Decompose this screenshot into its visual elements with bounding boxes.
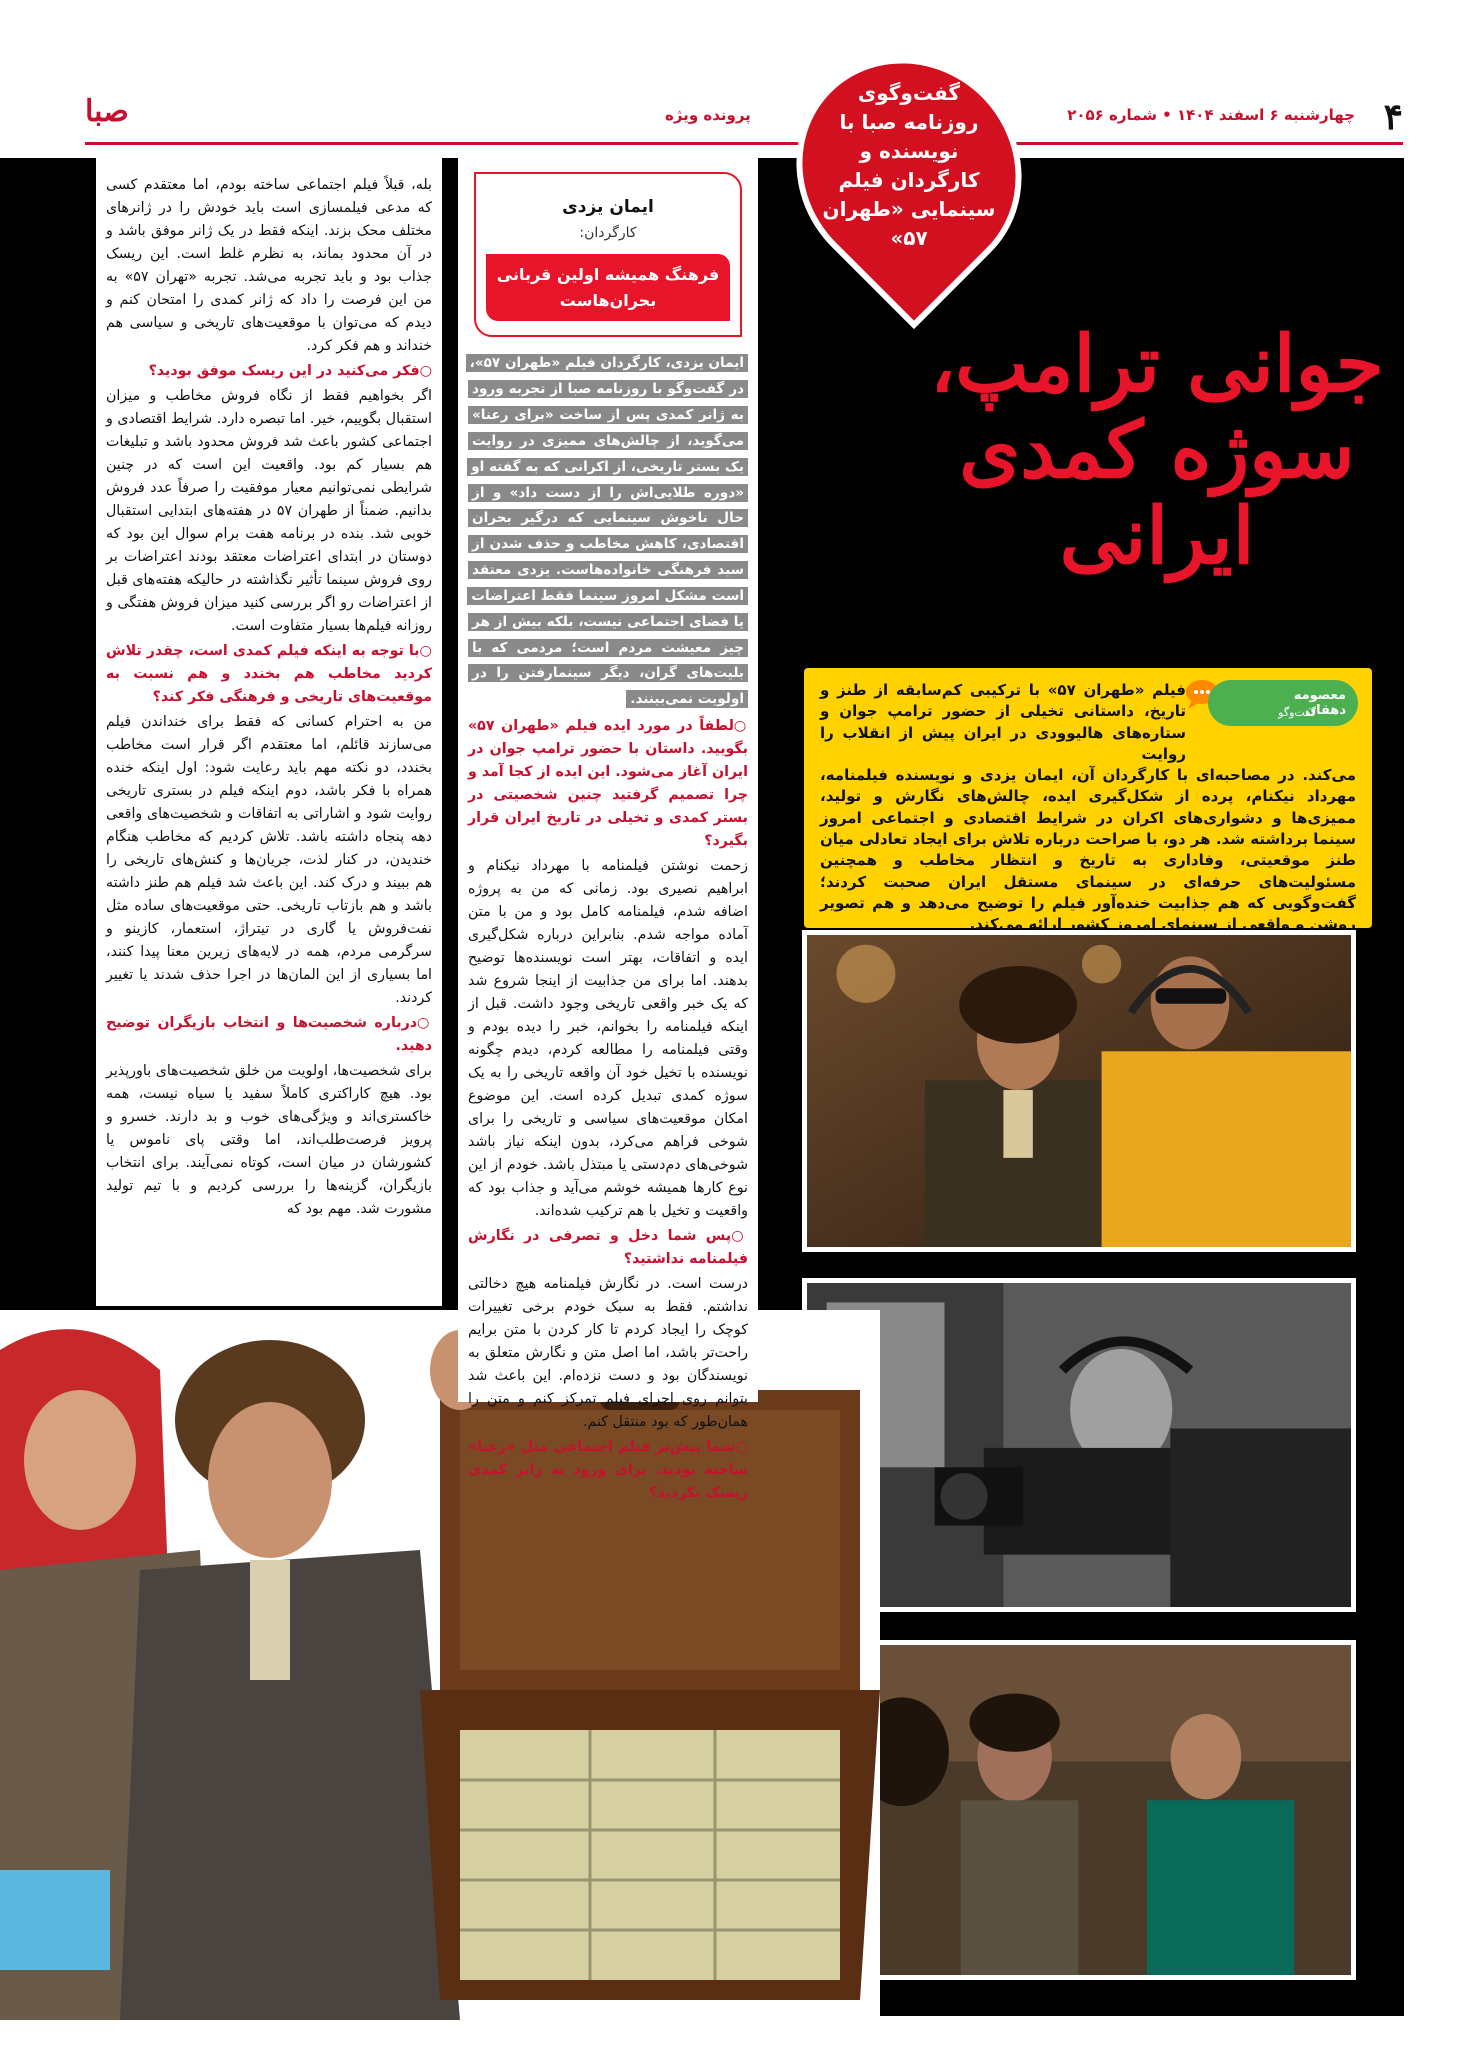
answer-3: بله، قبلاً فیلم اجتماعی ساخته بودم، اما معتقدم کسی که مدعی فیلمسازی است باید خودش را در ژانرهای مختلف محک بزند. اینکه فقط در یک ژانر موفق باشد و در آن محدود بماند، به نظرم غلط است. این ریسک جذاب بود و باید تجربه می‌شد. تجربه «تهران ۵۷» به من این فرصت را داد که ژانر کمدی را امتحان کنم و دیدم که می‌توان با موقعیت‌های تاریخی و سیاسی هم خنداند و هم فکر کرد. bbox=[106, 177, 432, 354]
headline-line-2: سوژه کمدی bbox=[959, 404, 1355, 496]
answer-2: درست است. در نگارش فیلمنامه هیچ دخالتی نداشتم. فقط به سبک خودم برخی تغییرات کوچک را ایجاد کردم تا کار کردن با متن برایم راحت‌تر باشد، اما اصل متن و نگارش متعلق به نویسندگان بود و دست نزده‌ام. این باعث شد بتوانم روی اجرای فیلم تمرکز کنم و متن را همان‌طور که بود منتقل کنم. bbox=[468, 1275, 748, 1430]
question-3: ○ شما پیش‌تر فیلم اجتماعی مثل «رعنا» ساخته بودید. برای ورود به ژانر کمدی ریسک نکردید؟ bbox=[468, 1436, 748, 1505]
photo-briefcase-scene-image bbox=[0, 1310, 880, 2020]
article-column-right bbox=[458, 158, 758, 1501]
question-5: ○ با توجه به اینکه فیلم کمدی است، چقدر تلاش کردید مخاطب هم بخندد و هم نسبت به موقعیت‌های تاریخی و فرهنگی فکر کند؟ bbox=[106, 640, 432, 709]
photo-set-scene bbox=[838, 1640, 1356, 1980]
answer-6: برای شخصیت‌ها، اولویت من خلق شخصیت‌های باورپذیر بود. هیچ کاراکتری کاملاً سفید یا سیاه نیست، همه خاکستری‌اند و ویژگی‌های خوب و بد دارند. خسرو و پرویز فرصت‌طلب‌اند، اما وقتی پای ناموس یا کشورشان در میان است، کوتاه نمی‌آیند. برای انتخاب بازیگران، گزینه‌ها را بررسی کردیم و با تیم تولید مشورت شد. مهم بود که bbox=[106, 1063, 432, 1217]
newspaper-logo: صبا bbox=[85, 94, 129, 129]
photo-director-with-actor bbox=[802, 930, 1356, 1252]
headline bbox=[917, 319, 1397, 582]
question-1: ○ لطفاً در مورد ایده فیلم «طهران ۵۷» بگویید. داستان با حضور ترامپ جوان در ایران آغاز می‌شود. این ایده از کجا آمد و چرا تصمیم گرفتید چنین شخصیتی در بستر کمدی و تخیلی در تاریخ ایران قرار بگیرد؟ bbox=[468, 715, 748, 853]
headline-line-1: جوانی ترامپ، bbox=[929, 319, 1385, 410]
director-box bbox=[474, 172, 742, 337]
intro-box bbox=[804, 668, 1372, 934]
author-role: گفت‌وگو bbox=[1278, 706, 1316, 719]
page-header bbox=[85, 86, 1403, 146]
photo-director-with-actor-image bbox=[807, 935, 1351, 1247]
answer-4: اگر بخواهیم فقط از نگاه فروش مخاطب و میزان استقبال بگوییم، خیر. اما تبصره دارد. شرایط اقتصادی و اجتماعی کشور باعث شد فروش محدود باشد و تبلیغات هم بسیار کم بود. واقعیت این است که در چنین شرایطی نمی‌توانیم معیار موفقیت را صرفاً عدد فروش بدانیم. ضمناً از طهران ۵۷ در هفته‌های ابتدایی استقبال خوبی شد. بنده در برنامه هفت برام سوال این بود که دوستان در ابتدای اعتراضات معتقد بودند اعتراضات بر روی فروش سینما تأثیر نگذاشته در حالیکه هفته‌های قبل از اعتراضات رو اگر بررسی کنید میزان فروش هفتگی و روزانه فیلم‌ها بسیار متفاوت است. bbox=[106, 388, 432, 634]
header-divider bbox=[85, 142, 1403, 145]
question-4: ○ فکر می‌کنید در این ریسک موفق بودید؟ bbox=[106, 360, 432, 383]
page-number: ۴ bbox=[1383, 96, 1403, 138]
answer-5: من به احترام کسانی که فقط برای خنداندن فیلم می‌سازند قائلم، اما معتقدم اگر قرار است مخاطب بخندد، دو نکته مهم باید رعایت شود: اول اینکه خنده همراه با فکر باشد، دوم اینکه فیلم در بستری تاریخی روایت شود و اشاراتی به اتفاقات و شخصیت‌های واقعی دهه پنجاه داشته باشد. تلاش کردیم که مخاطب هنگام خندیدن، در کنار لذت، جریان‌ها و کنش‌های تاریخی را هم ببیند و درک کند. این باعث شد فیلم هم طنز داشته باشد و هم بازتاب تاریخی. حتی موقعیت‌های ساده مثل نفت‌فروش یا گاری در تیتراژ، استعمار، کازینو و سرگرمی مردم، همه در لایه‌های زیرین معنا پیدا کنند، اما بسیاری از این المان‌ها در اجرا حذف شدند یا تغییر کردند. bbox=[106, 714, 432, 1006]
author-name: معصومه دهقان bbox=[1293, 688, 1346, 718]
photo-set-scene-image bbox=[843, 1645, 1351, 1975]
interview-badge-text: گفت‌وگوی روزنامه صبا با نویسنده و کارگردان فیلم سینمایی «طهران ۵۷» bbox=[822, 81, 996, 250]
photo-director-behind-camera-image bbox=[807, 1283, 1351, 1607]
photo-briefcase-scene bbox=[0, 1310, 880, 2020]
intro-lead: فیلم «طهران ۵۷» با ترکیبی کم‌سابقه از طنز و تاریخ، داستانی تخیلی از حضور ترامپ جوان و ستاره‌های هالیوودی در ایران پیش از انقلاب را روایت bbox=[820, 681, 1186, 763]
intro-body: می‌کند. در مصاحبه‌ای با کارگردان آن، ایمان یزدی و نویسنده فیلمنامه، مهرداد نیکنام، پرده از شکل‌گیری ایده، چالش‌های نگارش و تولید، ممیزی‌ها و دشواری‌های اکران در شرایط اقتصادی و اجتماعی امروز سینما برداشته شد. هر دو، با صراحت درباره تلاش برای ایجاد تعادلی میان طنز موقعیتی، وفاداری به تاریخ و انتظار مخاطب و همچنین مسئولیت‌های حرفه‌ای در سینمای مستقل ایران صحبت کردند؛ گفت‌وگویی که هم جذابیت خنده‌آور فیلم را توضیح می‌دهد و هم تصویر روشن و واقعی از سینمای امروز کشور ارائه می‌کند. bbox=[820, 766, 1356, 934]
article-column-left bbox=[96, 158, 442, 1306]
director-quote: فرهنگ همیشه اولین قربانی بحران‌هاست bbox=[486, 254, 730, 321]
article-lead-highlight: ایمان یزدی، کارگردان فیلم «طهران ۵۷»، در گفت‌وگو با روزنامه صبا از تجربه ورود به ژانر کمدی پس از ساخت «برای رعنا» می‌گوید، از چالش‌های ممیزی در روایت یک بستر تاریخی، از اکرانی که به گفته او «دوره طلایی‌اش را از دست داد» و از حال ناخوش سینمایی که درگیر بحران اقتصادی، کاهش مخاطب و حذف شدن از سبد فرهنگی خانواده‌هاست. یزدی معتقد است مشکل امروز سینما فقط اعتراضات یا فضای اجتماعی نیست، بلکه بیش از هر چیز معیشت مردم است؛ مردمی که با بلیت‌های گران، دیگر سینمارفتن را در اولویت نمی‌بینند. bbox=[466, 354, 748, 708]
director-name: ایمان یزدی bbox=[562, 197, 654, 217]
answer-1: زحمت نوشتن فیلمنامه با مهرداد نیکنام و ابراهیم نصیری بود. زمانی که من به پروژه اضافه شدم، فیلمنامه کامل بود و من با متن آماده مواجه شدم. بنابراین درباره شکل‌گیری ایده و اتفاقات، بهتر است نویسنده‌ها توضیح بدهند. اما برای من جذابیت از اینجا شروع شد که یک خبر واقعی تاریخی وجود داشت. قبل از اینکه فیلمنامه را بخوانم، خبر را دیده بودم و وقتی فیلمنامه را مطالعه کردم، دیدم چگونه نویسنده با تخیل خود آن واقعه تاریخی را به یک سوژه کمدی تبدیل کرده است. این موضوع امکان موقعیت‌های سیاسی و تاریخی را برای شوخی فراهم می‌کرد، بدون اینکه نیاز باشد شوخی‌های دم‌دستی یا مبتذل باشد. خودم از این نوع کارها همیشه خوشم می‌آید و جذاب بود که واقعیت و تخیل با هم ترکیب شده‌اند. bbox=[468, 857, 748, 1219]
headline-line-3: ایرانی bbox=[1059, 490, 1255, 582]
director-role: کارگردان: bbox=[579, 224, 637, 241]
author-badge bbox=[1208, 680, 1358, 726]
question-6: ○ درباره شخصیت‌ها و انتخاب بازیگران توضیح دهید. bbox=[106, 1012, 432, 1058]
photo-director-behind-camera bbox=[802, 1278, 1356, 1612]
issue-date: چهارشنبه ۶ اسفند ۱۴۰۴ • شماره ۲۰۵۶ bbox=[1067, 106, 1355, 124]
question-2: ○ پس شما دخل و تصرفی در نگارش فیلمنامه نداشتید؟ bbox=[468, 1225, 748, 1271]
section-label: پرونده ویژه bbox=[665, 106, 751, 124]
